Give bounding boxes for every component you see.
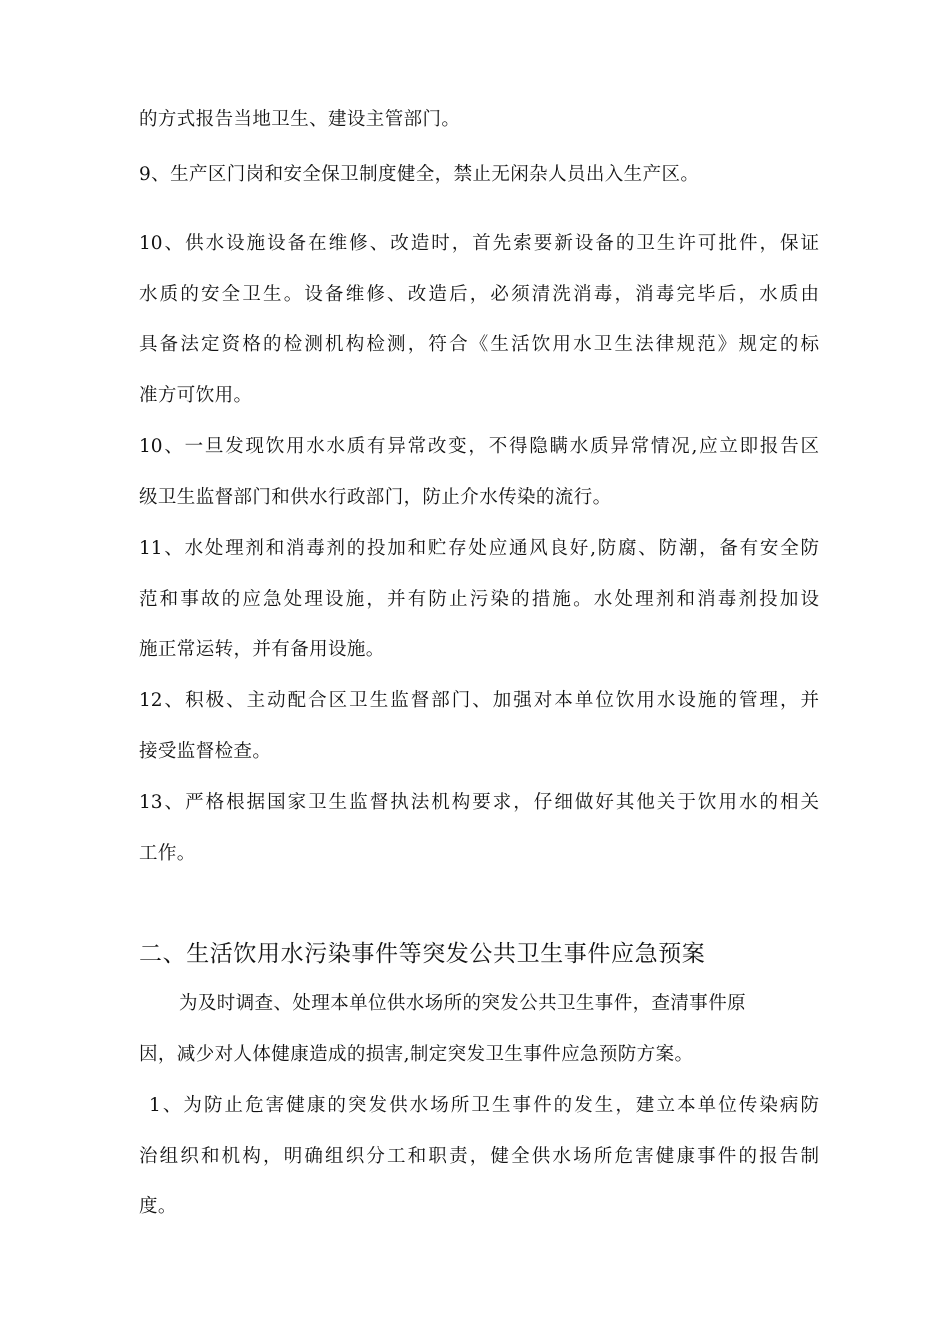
item-10a-line-2: 水质的安全卫生。设备维修、改造后，必须清洗消毒，消毒完毕后，水质由 bbox=[139, 284, 819, 305]
intro-line-1: 为及时调查、处理本单位供水场所的突发公共卫生事件，查清事件原 bbox=[179, 993, 747, 1014]
section2-item-1-line-1: 1、为防止危害健康的突发供水场所卫生事件的发生，建立本单位传染病防 bbox=[149, 1095, 819, 1116]
item-10b-line-1: 10、一旦发现饮用水水质有异常改变，不得隐瞒水质异常情况,应立即报告区 bbox=[139, 436, 819, 457]
paragraph-line: 的方式报告当地卫生、建设主管部门。 bbox=[139, 109, 461, 130]
section2-item-1-line-3: 度。 bbox=[139, 1196, 177, 1217]
item-10a-line-1: 10、供水设施设备在维修、改造时，首先索要新设备的卫生许可批件，保证 bbox=[139, 233, 819, 254]
section2-item-1-line-2: 治组织和机构，明确组织分工和职责，健全供水场所危害健康事件的报告制 bbox=[139, 1146, 819, 1167]
intro-line-2: 因，减少对人体健康造成的损害,制定突发卫生事件应急预防方案。 bbox=[139, 1044, 694, 1065]
item-10a-line-3: 具备法定资格的检测机构检测，符合《生活饮用水卫生法律规范》规定的标 bbox=[139, 334, 819, 355]
item-9: 9、生产区门岗和安全保卫制度健全，禁止无闲杂人员出入生产区。 bbox=[139, 164, 700, 185]
item-11-line-2: 范和事故的应急处理设施，并有防止污染的措施。水处理剂和消毒剂投加设 bbox=[139, 589, 819, 610]
item-11-line-3: 施正常运转，并有备用设施。 bbox=[139, 639, 385, 660]
item-10b-line-2: 级卫生监督部门和供水行政部门，防止介水传染的流行。 bbox=[139, 487, 612, 508]
section-heading: 二、生活饮用水污染事件等突发公共卫生事件应急预案 bbox=[139, 941, 706, 967]
item-12-line-2: 接受监督检查。 bbox=[139, 741, 272, 762]
item-10a-line-4: 准方可饮用。 bbox=[139, 385, 253, 406]
item-11-line-1: 11、水处理剂和消毒剂的投加和贮存处应通风良好,防腐、防潮，备有安全防 bbox=[139, 538, 819, 559]
item-13-line-2: 工作。 bbox=[139, 843, 196, 864]
item-13-line-1: 13、严格根据国家卫生监督执法机构要求，仔细做好其他关于饮用水的相关 bbox=[139, 792, 819, 813]
item-12-line-1: 12、积极、主动配合区卫生监督部门、加强对本单位饮用水设施的管理，并 bbox=[139, 690, 819, 711]
